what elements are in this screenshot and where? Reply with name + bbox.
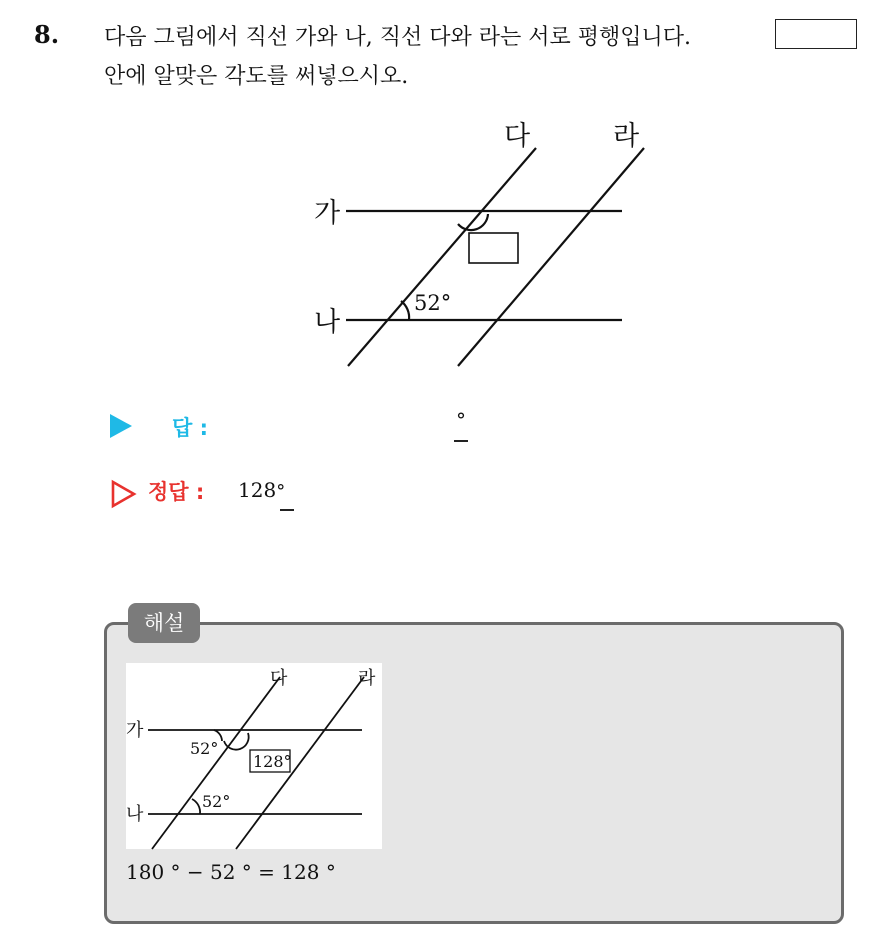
exp-angle-top-left: 52° [190, 739, 219, 758]
line-ra [458, 148, 644, 366]
correct-value [238, 478, 285, 502]
correct-label: 정답 : [148, 480, 205, 504]
exp-label-da: 다 [270, 668, 288, 689]
correct-number: 128 [238, 478, 277, 502]
answer-unit: ° [456, 408, 466, 432]
outline-triangle-icon [110, 480, 136, 508]
line-da [348, 148, 536, 366]
label-ga: 가 [314, 198, 341, 229]
exp-arc-bottom [192, 799, 200, 814]
angle-arc-52 [401, 301, 409, 320]
exp-angle-bottom: 52° [202, 792, 231, 811]
correct-underline [280, 509, 294, 511]
explanation-tab: 해설 [128, 603, 200, 643]
answer-underline [454, 440, 468, 442]
answer-label: 답 : [172, 416, 208, 440]
label-ra: 라 [613, 121, 640, 152]
label-na: 나 [314, 307, 341, 338]
correct-unit: ° [276, 481, 286, 502]
exp-label-ra: 라 [358, 668, 376, 689]
question-text-line2: 안에 알맞은 각도를 써넣으시오. [104, 64, 409, 89]
label-da: 다 [504, 121, 531, 152]
angle-arc-top [458, 214, 488, 230]
question-number: 8. [34, 20, 60, 49]
question-text-line1: 다음 그림에서 직선 가와 나, 직선 다와 라는 서로 평행입니다. [104, 25, 691, 50]
angle-52-label: 52° [414, 291, 452, 315]
figure-answer-box [469, 233, 518, 263]
play-triangle-icon [110, 414, 132, 438]
exp-label-ga: 가 [126, 720, 144, 741]
exp-label-na: 나 [126, 804, 144, 825]
explanation-figure-svg [126, 663, 382, 849]
exp-angle-boxed: 128° [253, 752, 292, 771]
explanation-figure [126, 663, 382, 849]
answer-blank-box [775, 19, 857, 49]
explanation-formula: 180 ° − 52 ° = 128 ° [126, 860, 336, 884]
